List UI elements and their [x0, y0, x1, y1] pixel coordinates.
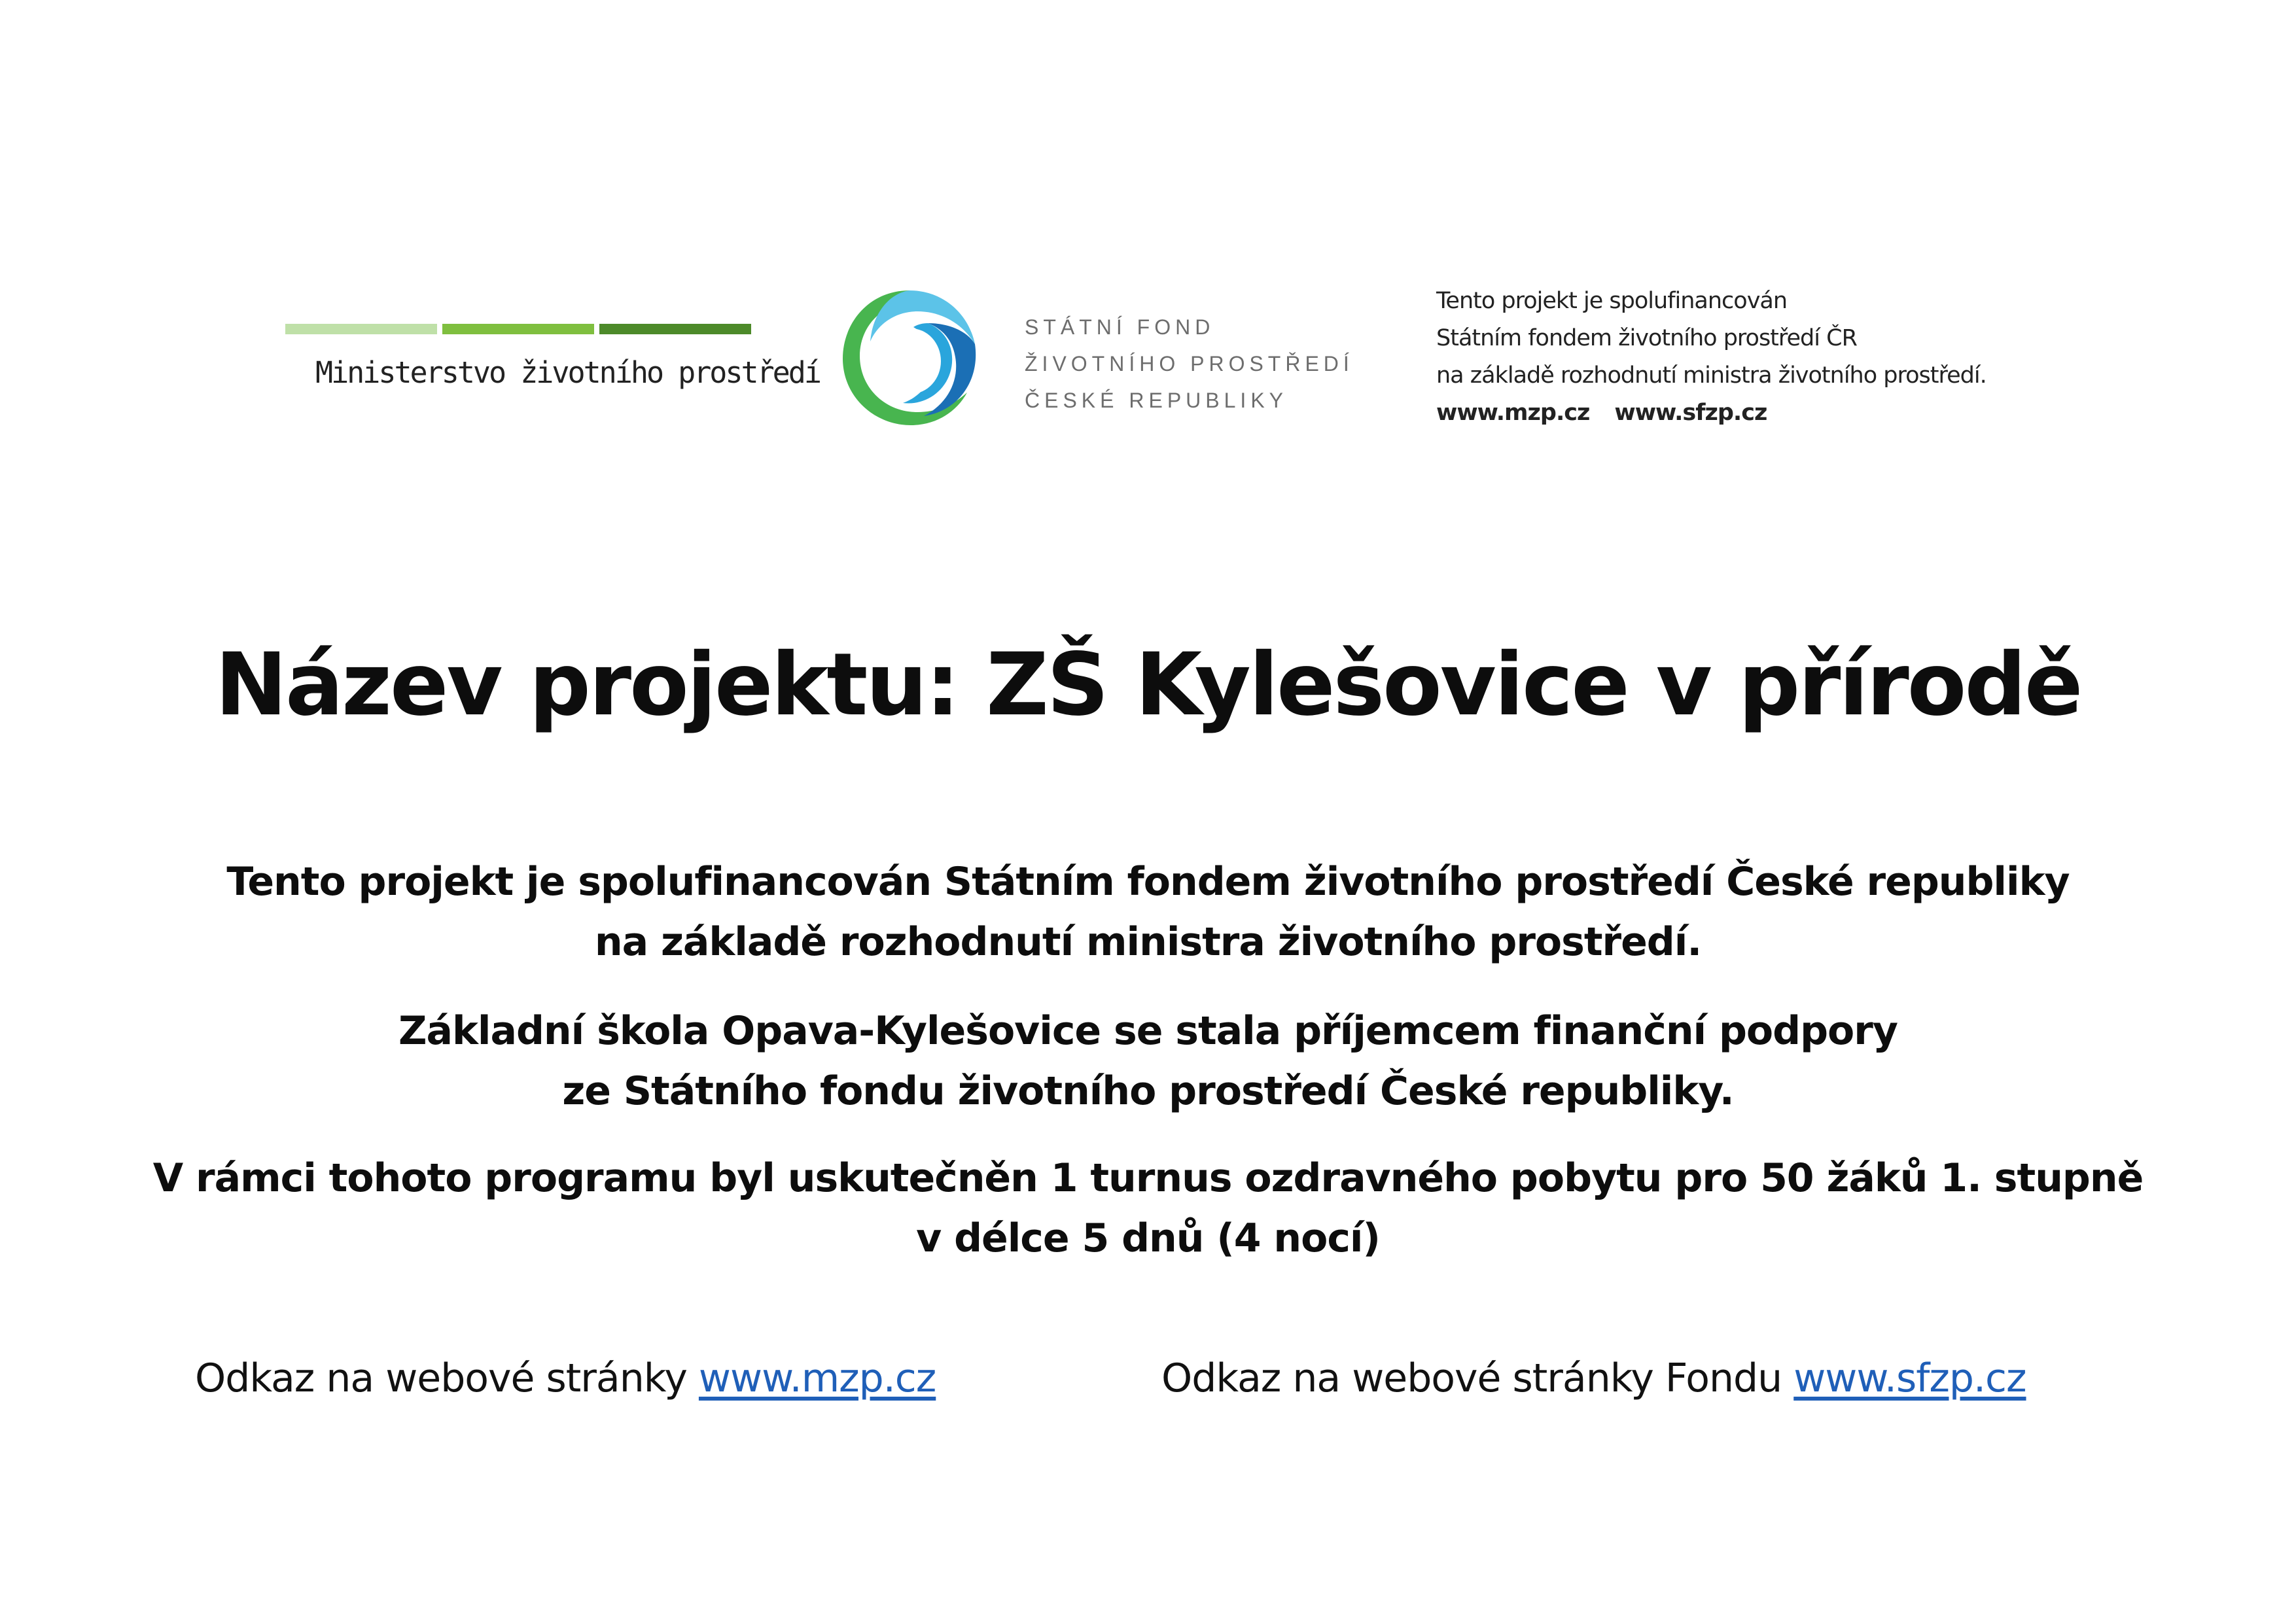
sfzp-logo-line-1: STÁTNÍ FOND — [1025, 315, 1215, 339]
mzp-website-link[interactable]: www.mzp.cz — [698, 1355, 936, 1401]
paragraph-line: na základě rozhodnutí ministra životního prostředí. — [594, 919, 1702, 965]
notice-urls — [1436, 394, 1987, 432]
sfzp-logo — [838, 281, 1361, 432]
notice-url-mzp: www.mzp.cz — [1436, 400, 1590, 426]
sfzp-logo-line-3: ČESKÉ REPUBLIKY — [1025, 389, 1288, 412]
sfzp-logo-line-2: ŽIVOTNÍHO PROSTŘEDÍ — [1025, 352, 1354, 375]
mzp-logo-bar-dark — [599, 324, 751, 334]
mzp-logo-bar-medium — [442, 324, 594, 334]
page-title: Název projektu: ZŠ Kylešovice v přírodě — [215, 635, 2081, 735]
notice-line-3: na základě rozhodnutí ministra životního prostředí. — [1436, 362, 1987, 389]
paragraph-line: Základní škola Opava-Kylešovice se stala příjemcem finanční podpory — [398, 1008, 1898, 1054]
mzp-logo-text: Ministerstvo životního prostředí — [315, 355, 820, 390]
footer-mzp-label: Odkaz na webové stránky — [195, 1355, 699, 1401]
notice-url-sfzp: www.sfzp.cz — [1614, 400, 1767, 426]
paragraph-line: Tento projekt je spolufinancován Státním fondem životního prostředí České republiky — [226, 859, 2070, 905]
paragraph-line: ze Státního fondu životního prostředí České republiky. — [562, 1068, 1734, 1114]
sfzp-logo-text — [1025, 309, 1354, 419]
paragraph-recipient — [0, 1001, 2296, 1121]
sfzp-website-link[interactable]: www.sfzp.cz — [1793, 1355, 2026, 1401]
paragraph-line: V rámci tohoto programu byl uskutečněn 1 turnus ozdravného pobytu pro 50 žáků 1. stupně — [152, 1155, 2144, 1201]
mzp-logo-bar-light — [285, 324, 437, 334]
cofinancing-notice — [1436, 283, 1987, 432]
footer-mzp-link-text — [195, 1355, 936, 1401]
footer-sfzp-link-text — [1161, 1355, 2026, 1401]
mzp-logo-bars — [285, 324, 750, 334]
footer-sfzp-label: Odkaz na webové stránky Fondu — [1161, 1355, 1794, 1401]
sfzp-swirl-icon — [838, 281, 981, 432]
mzp-logo — [285, 324, 820, 402]
notice-line-2: Státním fondem životního prostředí ČR — [1436, 325, 1857, 351]
notice-line-1: Tento projekt je spolufinancován — [1436, 288, 1788, 314]
paragraph-program — [0, 1148, 2296, 1268]
paragraph-cofinancing — [0, 852, 2296, 972]
paragraph-line: v délce 5 dnů (4 nocí) — [916, 1215, 1380, 1261]
